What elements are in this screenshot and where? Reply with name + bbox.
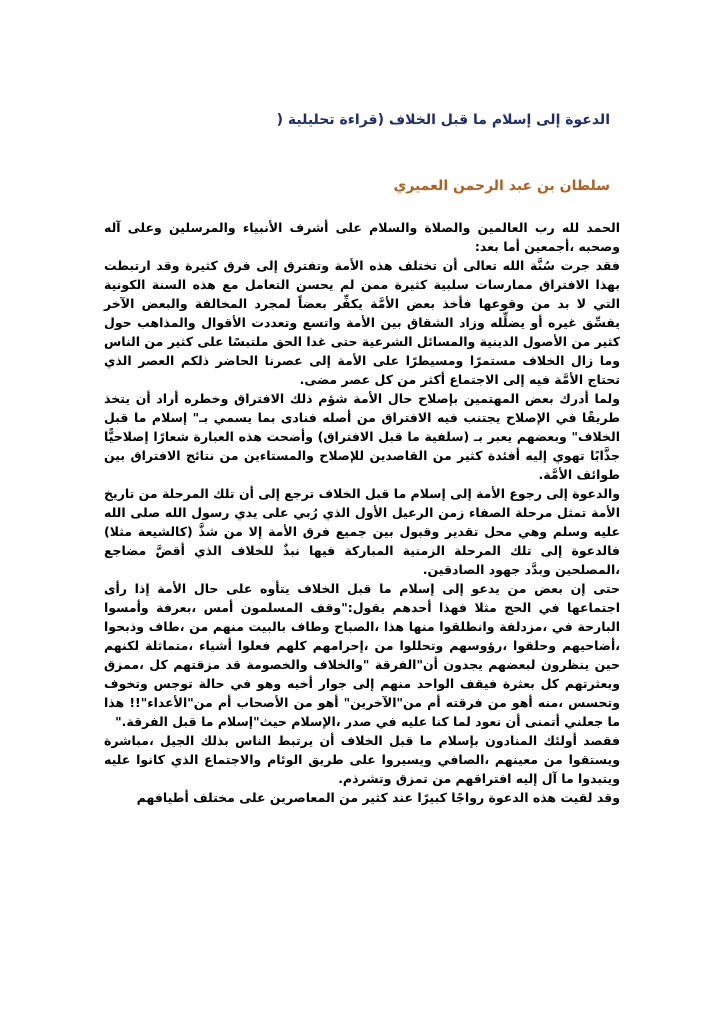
author-name: سلطان بن عبد الرحمن العميري xyxy=(393,178,610,194)
paragraph: وقد لقيت هذه الدعوة رواجًا كبيرًا عند كثير من المعاصرين على مختلف أطيافهم xyxy=(136,790,620,805)
paragraph: حتى إن بعض من يدعو إلى إسلام ما قبل الخلاف يتأوه على حال الأمة إذا رأى اجتماعها في الحج مثلا فهذا أحدهم يقول:"وقف المسلمون أمس ،بعرفة وأمسوا البارحة في ،مزدلفة وانطلقوا منها هذا ،الصباح وطاف بالبيت منهم من ،طاف وذبحوا ،أضاحيهم وحلقوا ،رؤوسهم وتحللوا من ،إحرامهم كلهم فعلوا أشياء ،متماثلة لكنهم حين ينظرون لبعضهم يجدون أن"الفرقة "والخلاف والخصومة قد مزقتهم كل ،ممزق وبعثرتهم كل بعثرة فيقف الواحد منهم إلى جوار أخيه وهو في حالة توجس وتخوف وتحسس ،منه أهو من فرقته أم من"الآخرين" أهو من الأصحاب أم من"الأعداء"!! هذا ما جعلني أتمنى أن نعود لما كنا عليه في صدر ،الإسلام حيث"إسلام ما قبل الفرقة." xyxy=(104,581,620,729)
document-body xyxy=(104,218,620,807)
paragraph-opening: الحمد لله رب العالمين والصلاة والسلام على أشرف الأنبياء والمرسلين وعلى آله وصحبه ،أجمعين أما بعد: xyxy=(104,220,620,254)
paragraph: فقد جرت سُنَّة الله تعالى أن تختلف هذه الأمة وتفترق إلى فرق كثيرة وقد ارتبطت بهذا الافتراق ممارسات سلبية كثيرة ممن لم يحسن التعامل مع هذه السنة الكونية التي لا بد من وقوعها فأخذ بعض الأمَّة يكفِّر بعضاً لمجرد المخالفة والبعض الآخر يفسِّق غيره أو يضلِّله وزاد الشقاق بين الأمة واتسع وتعددت الأقوال والمذاهب حول كثير من الأصول الدينية والمسائل الشرعية حتى غدا الحق ملتبسًا على كثير من الناس وما زال الخلاف مستمرًا ومسيطرًا على الأمة إلى عصرنا الحاضر ذلكم العصر الذي تحتاج الأمَّة فيه إلى الاجتماع أكثر من كل عصر مضى. xyxy=(104,258,620,387)
paragraph: فقصد أولئك المنادون بإسلام ما قبل الخلاف أن يرتبط الناس بذلك الجيل ،مباشرة ويستقوا من معينهم ،الصافي ويسيروا على طريق الوئام والاجتماع الذي كانوا عليه ويتبدوا ما آل إليه افتراقهم من تمزق وتشرذم. xyxy=(104,733,620,786)
document-title: الدعوة إلى إسلام ما قبل الخلاف (قراءة تحليلية ( xyxy=(276,112,610,128)
paragraph: ولما أدرك بعض المهتمين بإصلاح حال الأمة شؤم ذلك الافتراق وخطره أراد أن يتخذ طريقًا في الإصلاح يجتنب فيه الافتراق من أصله فنادى بما يسمي بـ" إسلام ما قبل الخلاف" وبعضهم يعبر بـ (سلفية ما قبل الافتراق) وأضحت هذه العبارة شعارًا إصلاحيًّا جذَّابًا تهوي إليه أفئدة كثير من القاصدين للإصلاح والمستاءين من نتائج الافتراق بين طوائف الأمَّة. xyxy=(104,391,620,482)
paragraph: والدعوة إلى رجوع الأمة إلى إسلام ما قبل الخلاف ترجع إلى أن تلك المرحلة من تاريخ الأمة تمثل مرحلة الصفاء زمن الرعيل الأول الذي رُبي على يدي رسول الله صلى الله عليه وسلم وهي محل تقدير وقبول بين جميع فرق الأمة إلا من شذَّ (كالشيعة مثلا) فالدعوة إلى تلك المرحلة الزمنية المباركة فيها نبذٌ للخلاف الذي أقضَّ مضاجع ،المصلحين وبدَّد جهود الصادقين. xyxy=(104,486,620,577)
